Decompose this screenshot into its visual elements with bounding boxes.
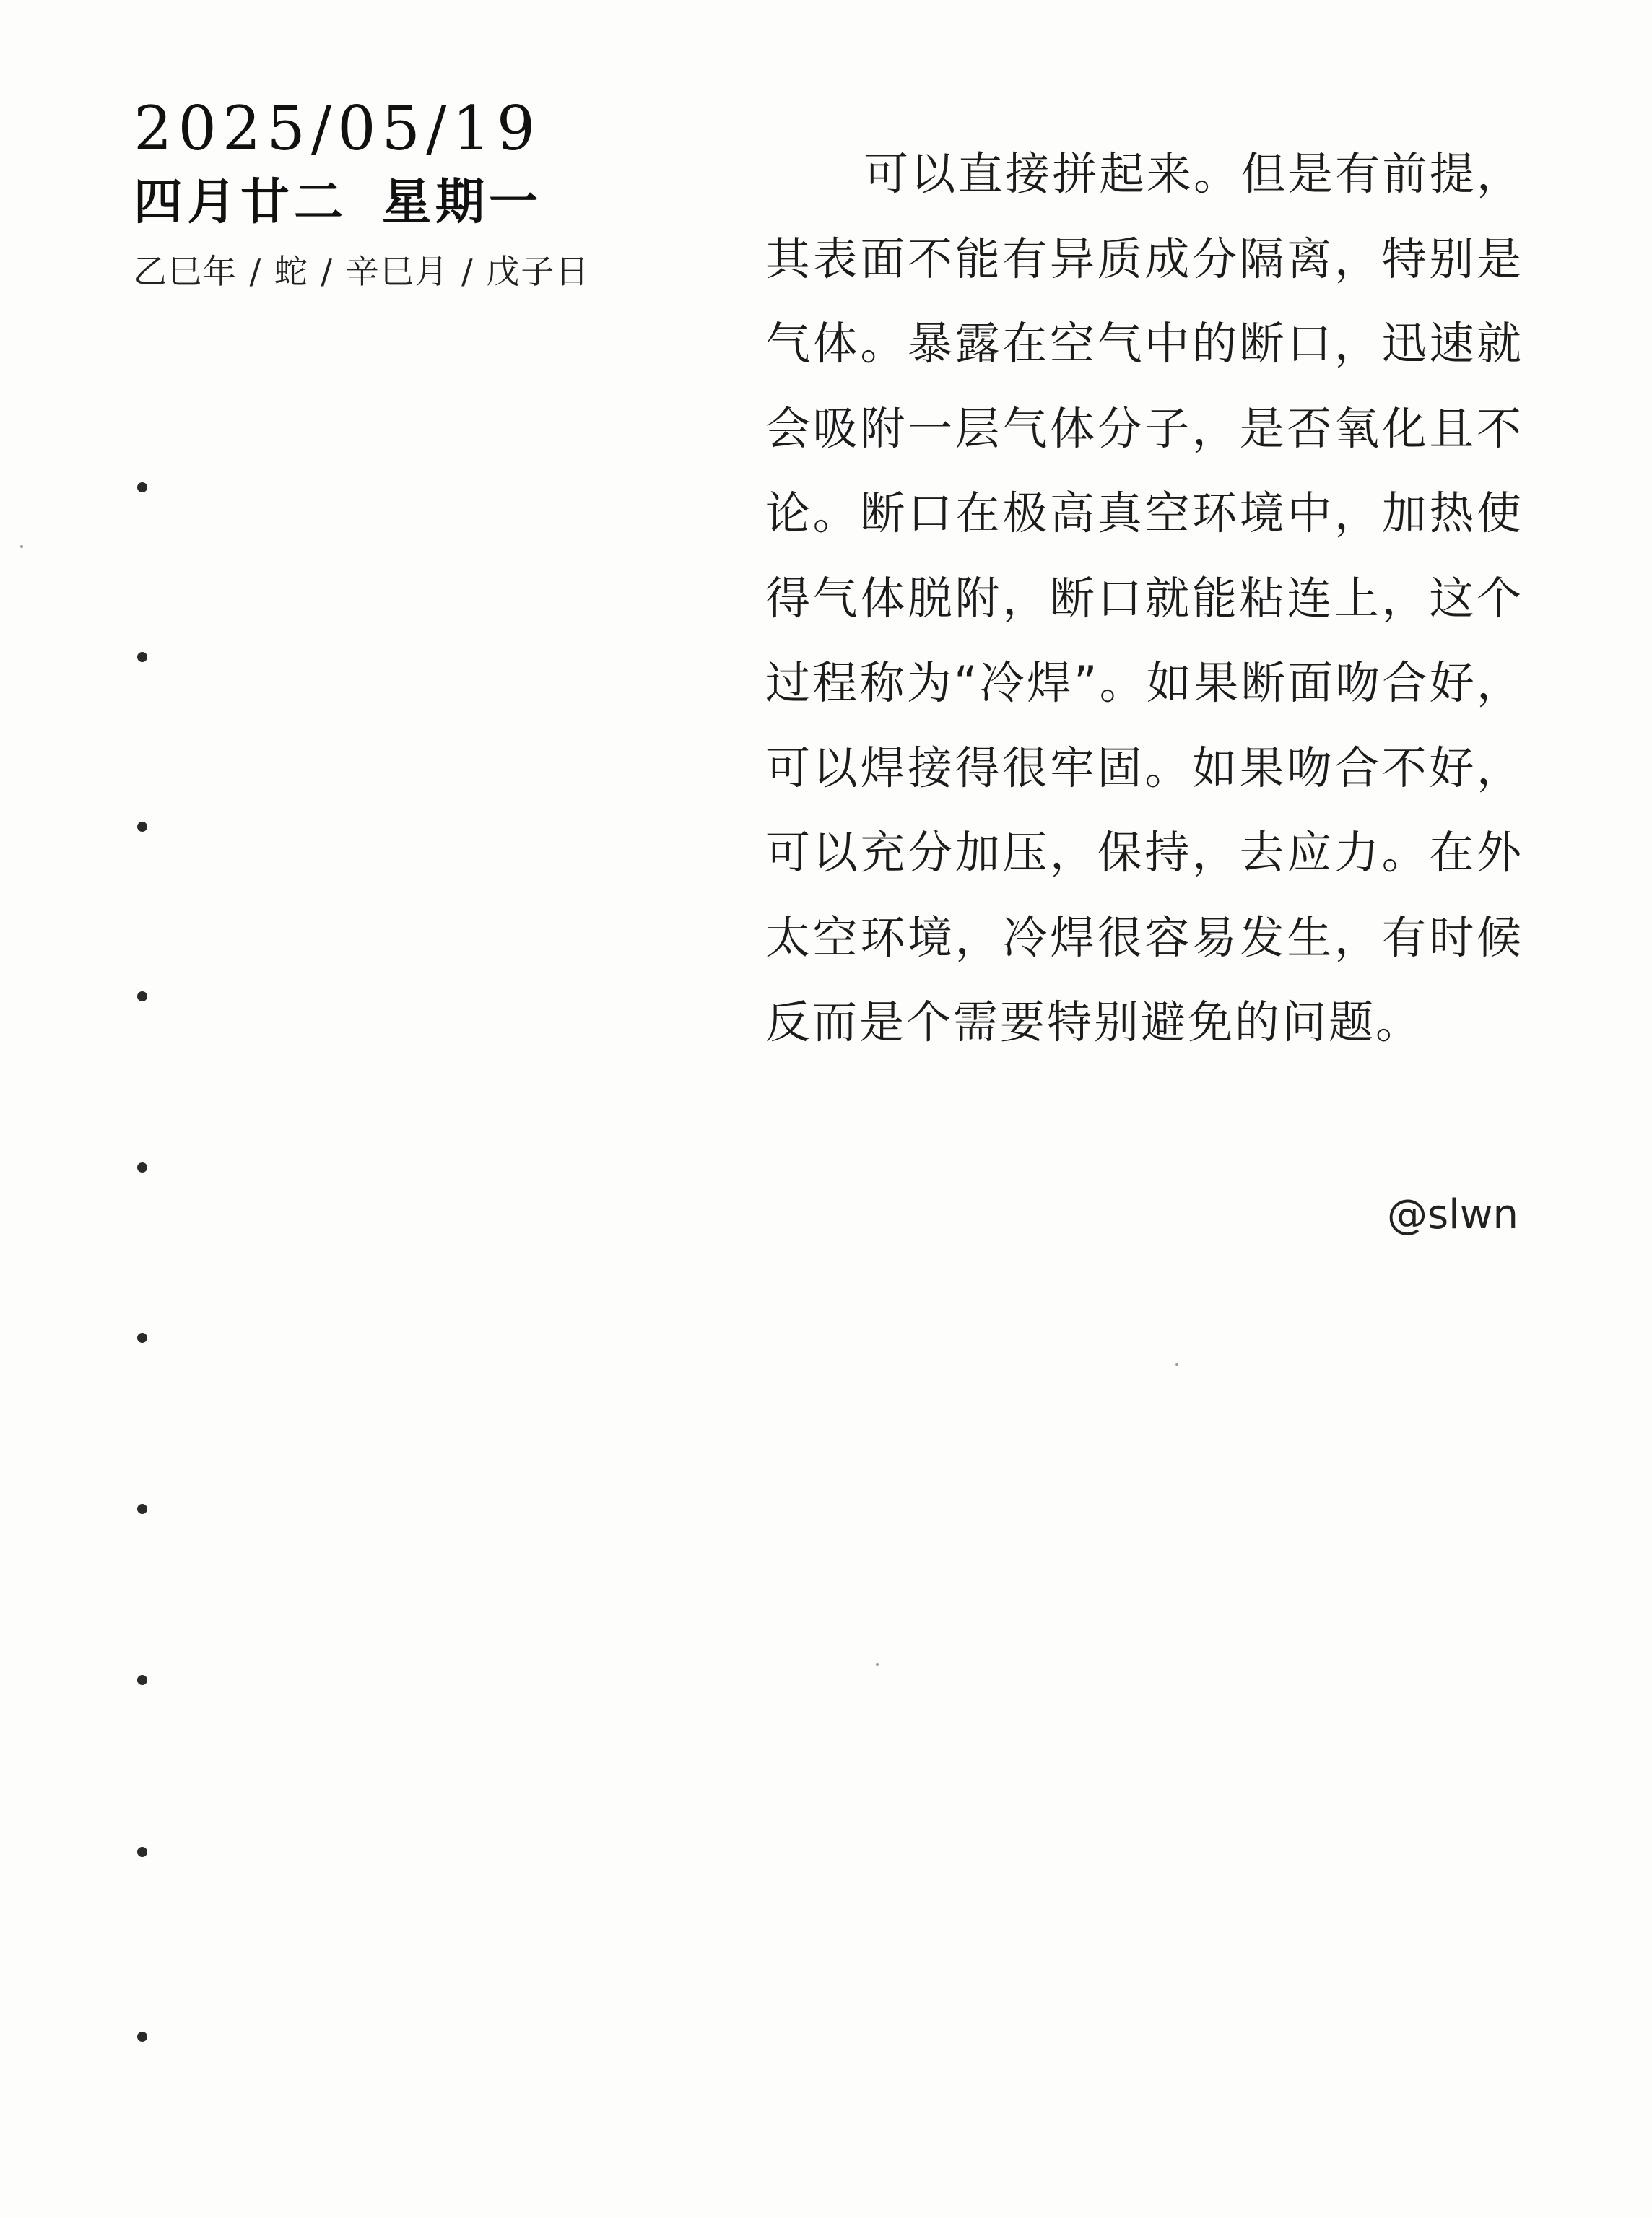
margin-dot [137,1504,147,1514]
weekday: 星期一 [382,174,543,231]
paper-speck [20,545,23,548]
margin-dot [137,652,147,662]
margin-dot [137,1333,147,1343]
margin-dot [137,1162,147,1173]
margin-dot [137,2032,147,2042]
date-header [134,92,682,293]
paper-speck [876,1663,879,1666]
lunar-date: 四月廿二 [134,174,348,231]
paper-speck [1175,1363,1178,1366]
lunar-date-line [134,172,682,234]
ganzhi-line: 乙巳年 / 蛇 / 辛巳月 / 戊子日 [134,252,591,291]
margin-dot [137,1675,147,1685]
margin-dot [137,482,147,492]
body-paragraph: 可以直接拼起来。但是有前提，其表面不能有异质成分隔离，特别是气体。暴露在空气中的断口，迅速就会吸附一层气体分子，是否氧化且不论。断口在极高真空环境中，加热使得气体脱附，断口就能粘连上，这个过程称为“冷焊”。如果断面吻合好，可以焊接得很牢固。如果吻合不好，可以充分加压，保持，去应力。在外太空环境，冷焊很容易发生，有时候反而是个需要特别避免的问题。 [765,147,1523,1048]
margin-dot [137,822,147,832]
solar-date: 2025/05/19 [134,93,542,164]
margin-dot [137,1847,147,1857]
margin-dot [137,991,147,1001]
author-signature: @slwn [1386,1191,1518,1238]
